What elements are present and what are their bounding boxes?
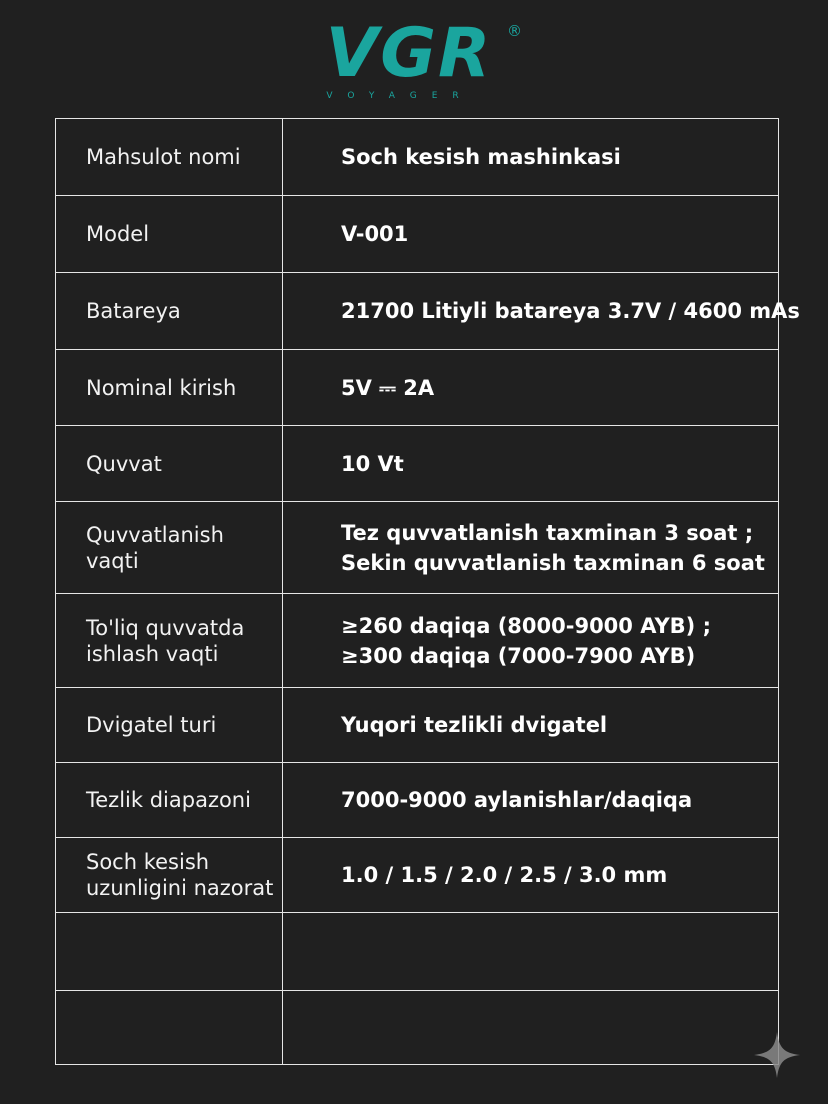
spec-value: 21700 Litiyli batareya 3.7V / 4600 mAs (283, 273, 779, 350)
spec-value: 1.0 / 1.5 / 2.0 / 2.5 / 3.0 mm (283, 838, 779, 913)
spec-label: Quvvat (56, 426, 283, 502)
sparkle-icon (752, 1030, 802, 1080)
spec-value: Tez quvvatlanish taxminan 3 soat ; Sekin quvvatlanish taxminan 6 soat (283, 502, 779, 594)
brand-tagline: VOYAGER (326, 91, 474, 101)
spec-value: 7000-9000 aylanishlar/daqiqa (283, 763, 779, 838)
spec-value: ≥260 daqiqa (8000-9000 AYB) ; ≥300 daqiqa (7000-7900 AYB) (283, 594, 779, 688)
spec-label (56, 913, 283, 991)
spec-table (55, 118, 800, 1065)
spec-row (56, 426, 779, 502)
spec-row (56, 119, 779, 196)
spec-label (56, 991, 283, 1065)
spec-label: Quvvatlanish vaqti (56, 502, 283, 594)
spec-row (56, 991, 779, 1065)
spec-label: To'liq quvvatda ishlash vaqti (56, 594, 283, 688)
spec-label: Batareya (56, 273, 283, 350)
spec-value: Yuqori tezlikli dvigatel (283, 688, 779, 763)
spec-value (283, 913, 779, 991)
brand-registered-mark: ® (507, 22, 522, 40)
spec-value (283, 991, 779, 1065)
spec-label: Soch kesish uzunligini nazorat (56, 838, 283, 913)
spec-label: Model (56, 196, 283, 273)
spec-row (56, 502, 779, 594)
spec-row (56, 594, 779, 688)
spec-row (56, 688, 779, 763)
spec-row (56, 913, 779, 991)
spec-row (56, 838, 779, 913)
spec-row (56, 196, 779, 273)
spec-label: Mahsulot nomi (56, 119, 283, 196)
spec-value: Soch kesish mashinkasi (283, 119, 779, 196)
spec-value: 10 Vt (283, 426, 779, 502)
brand-logo (0, 14, 828, 104)
spec-label: Dvigatel turi (56, 688, 283, 763)
spec-value: 5V ⎓ 2A (283, 350, 779, 426)
spec-row (56, 273, 779, 350)
spec-row (56, 350, 779, 426)
spec-label: Nominal kirish (56, 350, 283, 426)
spec-row (56, 763, 779, 838)
spec-value: V-001 (283, 196, 779, 273)
brand-name: VGR (325, 14, 493, 93)
spec-label: Tezlik diapazoni (56, 763, 283, 838)
